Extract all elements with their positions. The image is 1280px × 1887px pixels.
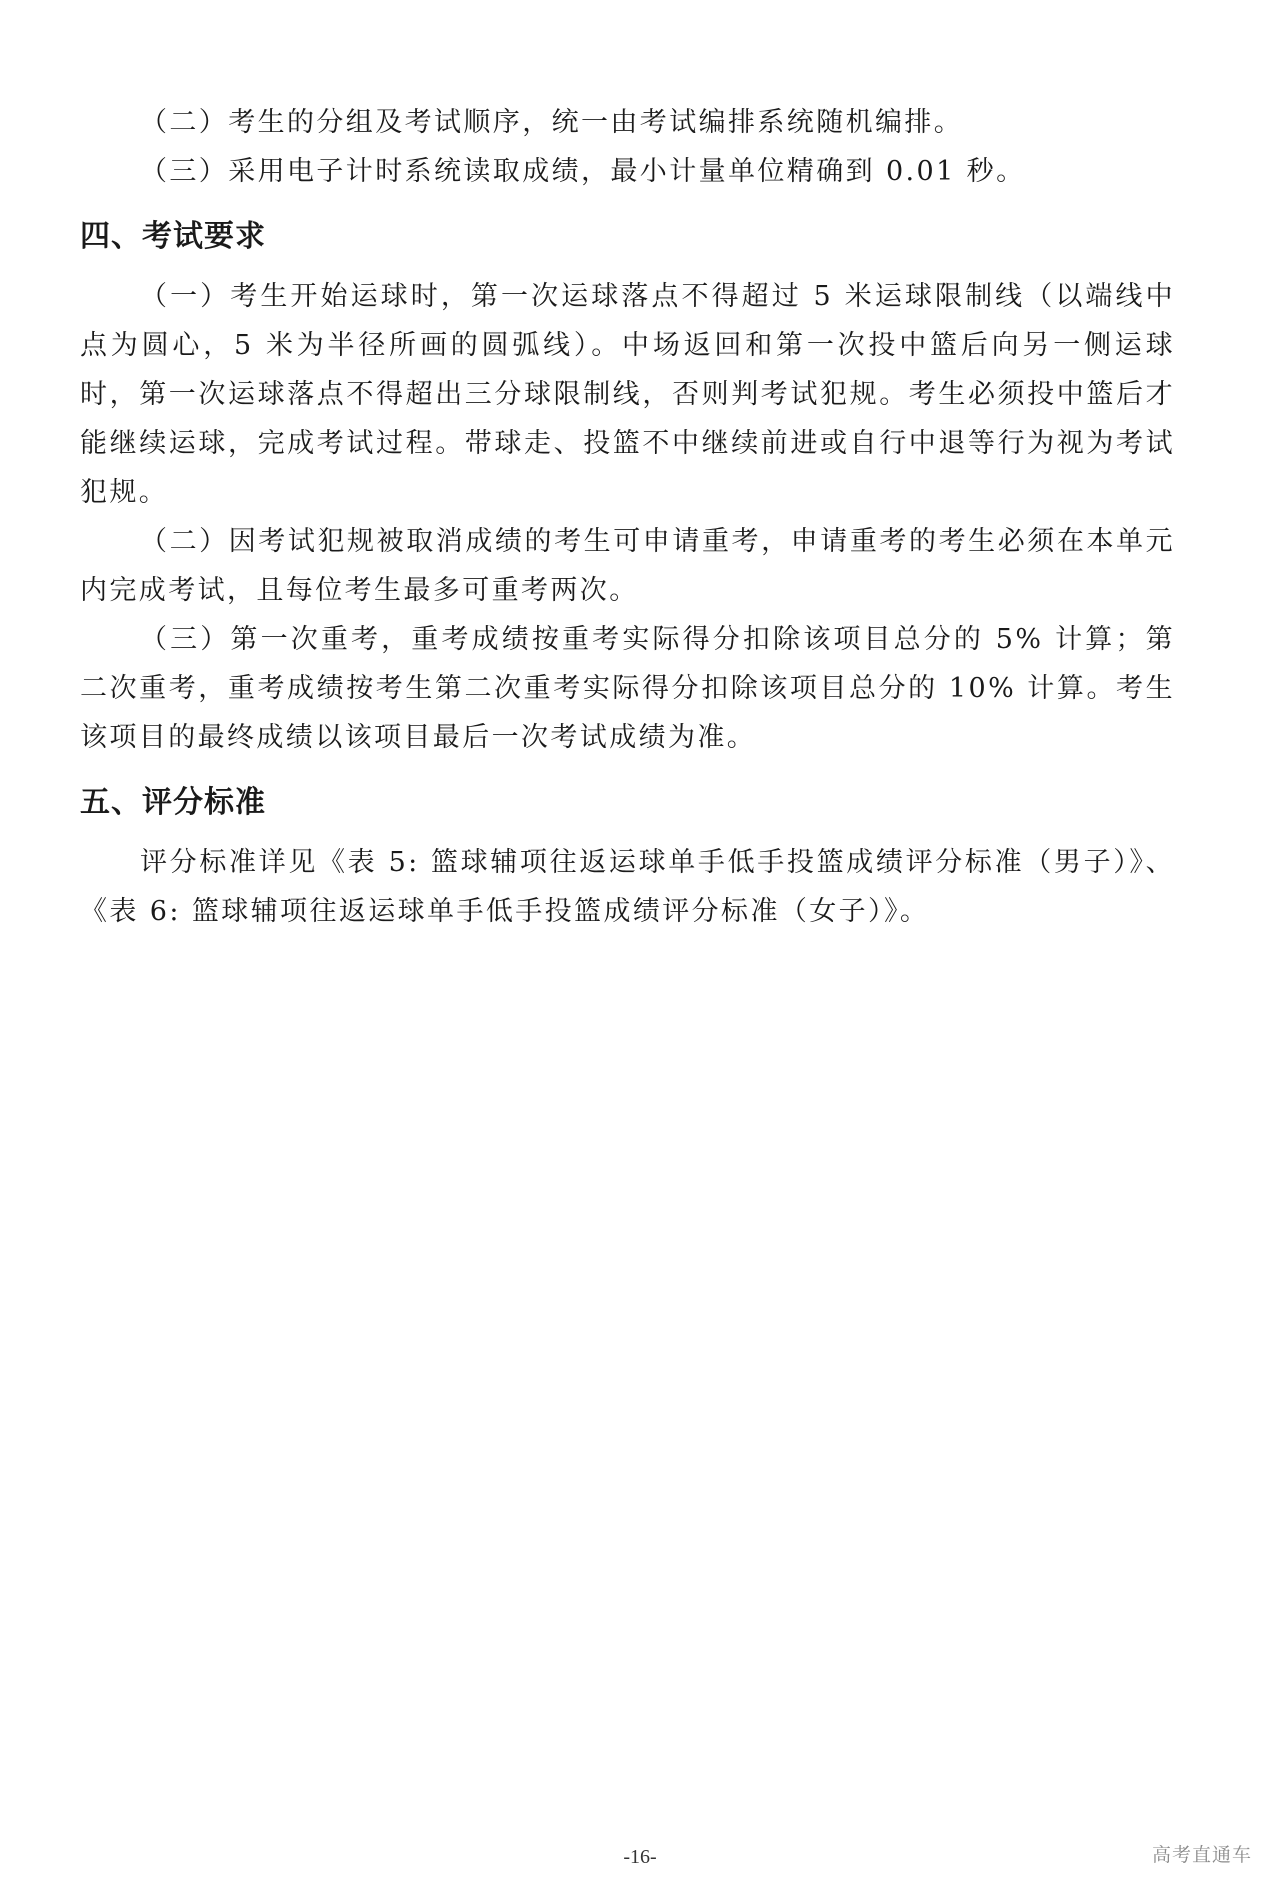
document-body <box>80 98 1175 936</box>
section-heading-scoring-standards: 五、评分标准 <box>80 785 266 820</box>
paragraph-scoring-tables: 评分标准详见《表 5: 篮球辅项往返运球单手低手投篮成绩评分标准（男子）》、《表 6: 篮球辅项往返运球单手低手投篮成绩评分标准（女子）》。 <box>80 847 1175 927</box>
paragraph-retake-scoring: （三）第一次重考，重考成绩按重考实际得分扣除该项目总分的 5% 计算；第二次重考，重考成绩按考生第二次重考实际得分扣除该项目总分的 10% 计算。考生该项目的最终成绩以该项目最后一次考试成绩为准。 <box>80 624 1175 753</box>
page-number: -16- <box>623 1846 657 1868</box>
paragraph-retake-application: （二）因考试犯规被取消成绩的考生可申请重考，申请重考的考生必须在本单元内完成考试，且每位考生最多可重考两次。 <box>80 526 1175 606</box>
paragraph-timing-system: （三）采用电子计时系统读取成绩，最小计量单位精确到 0.01 秒。 <box>140 156 1026 187</box>
paragraph-grouping-order: （二）考生的分组及考试顺序，统一由考试编排系统随机编排。 <box>140 107 964 138</box>
section-heading-exam-requirements: 四、考试要求 <box>80 219 266 254</box>
paragraph-dribble-rules: （一）考生开始运球时，第一次运球落点不得超过 5 米运球限制线（以端线中点为圆心，5 米为半径所画的圆弧线）。中场返回和第一次投中篮后向另一侧运球时，第一次运球落点不得超出三分球限制线，否则判考试犯规。考生必须投中篮后才能继续运球，完成考试过程。带球走、投篮不中继续前进或自行中退等行为视为考试犯规。 <box>80 281 1175 508</box>
watermark-text: 高考直通车 <box>1151 1844 1252 1866</box>
